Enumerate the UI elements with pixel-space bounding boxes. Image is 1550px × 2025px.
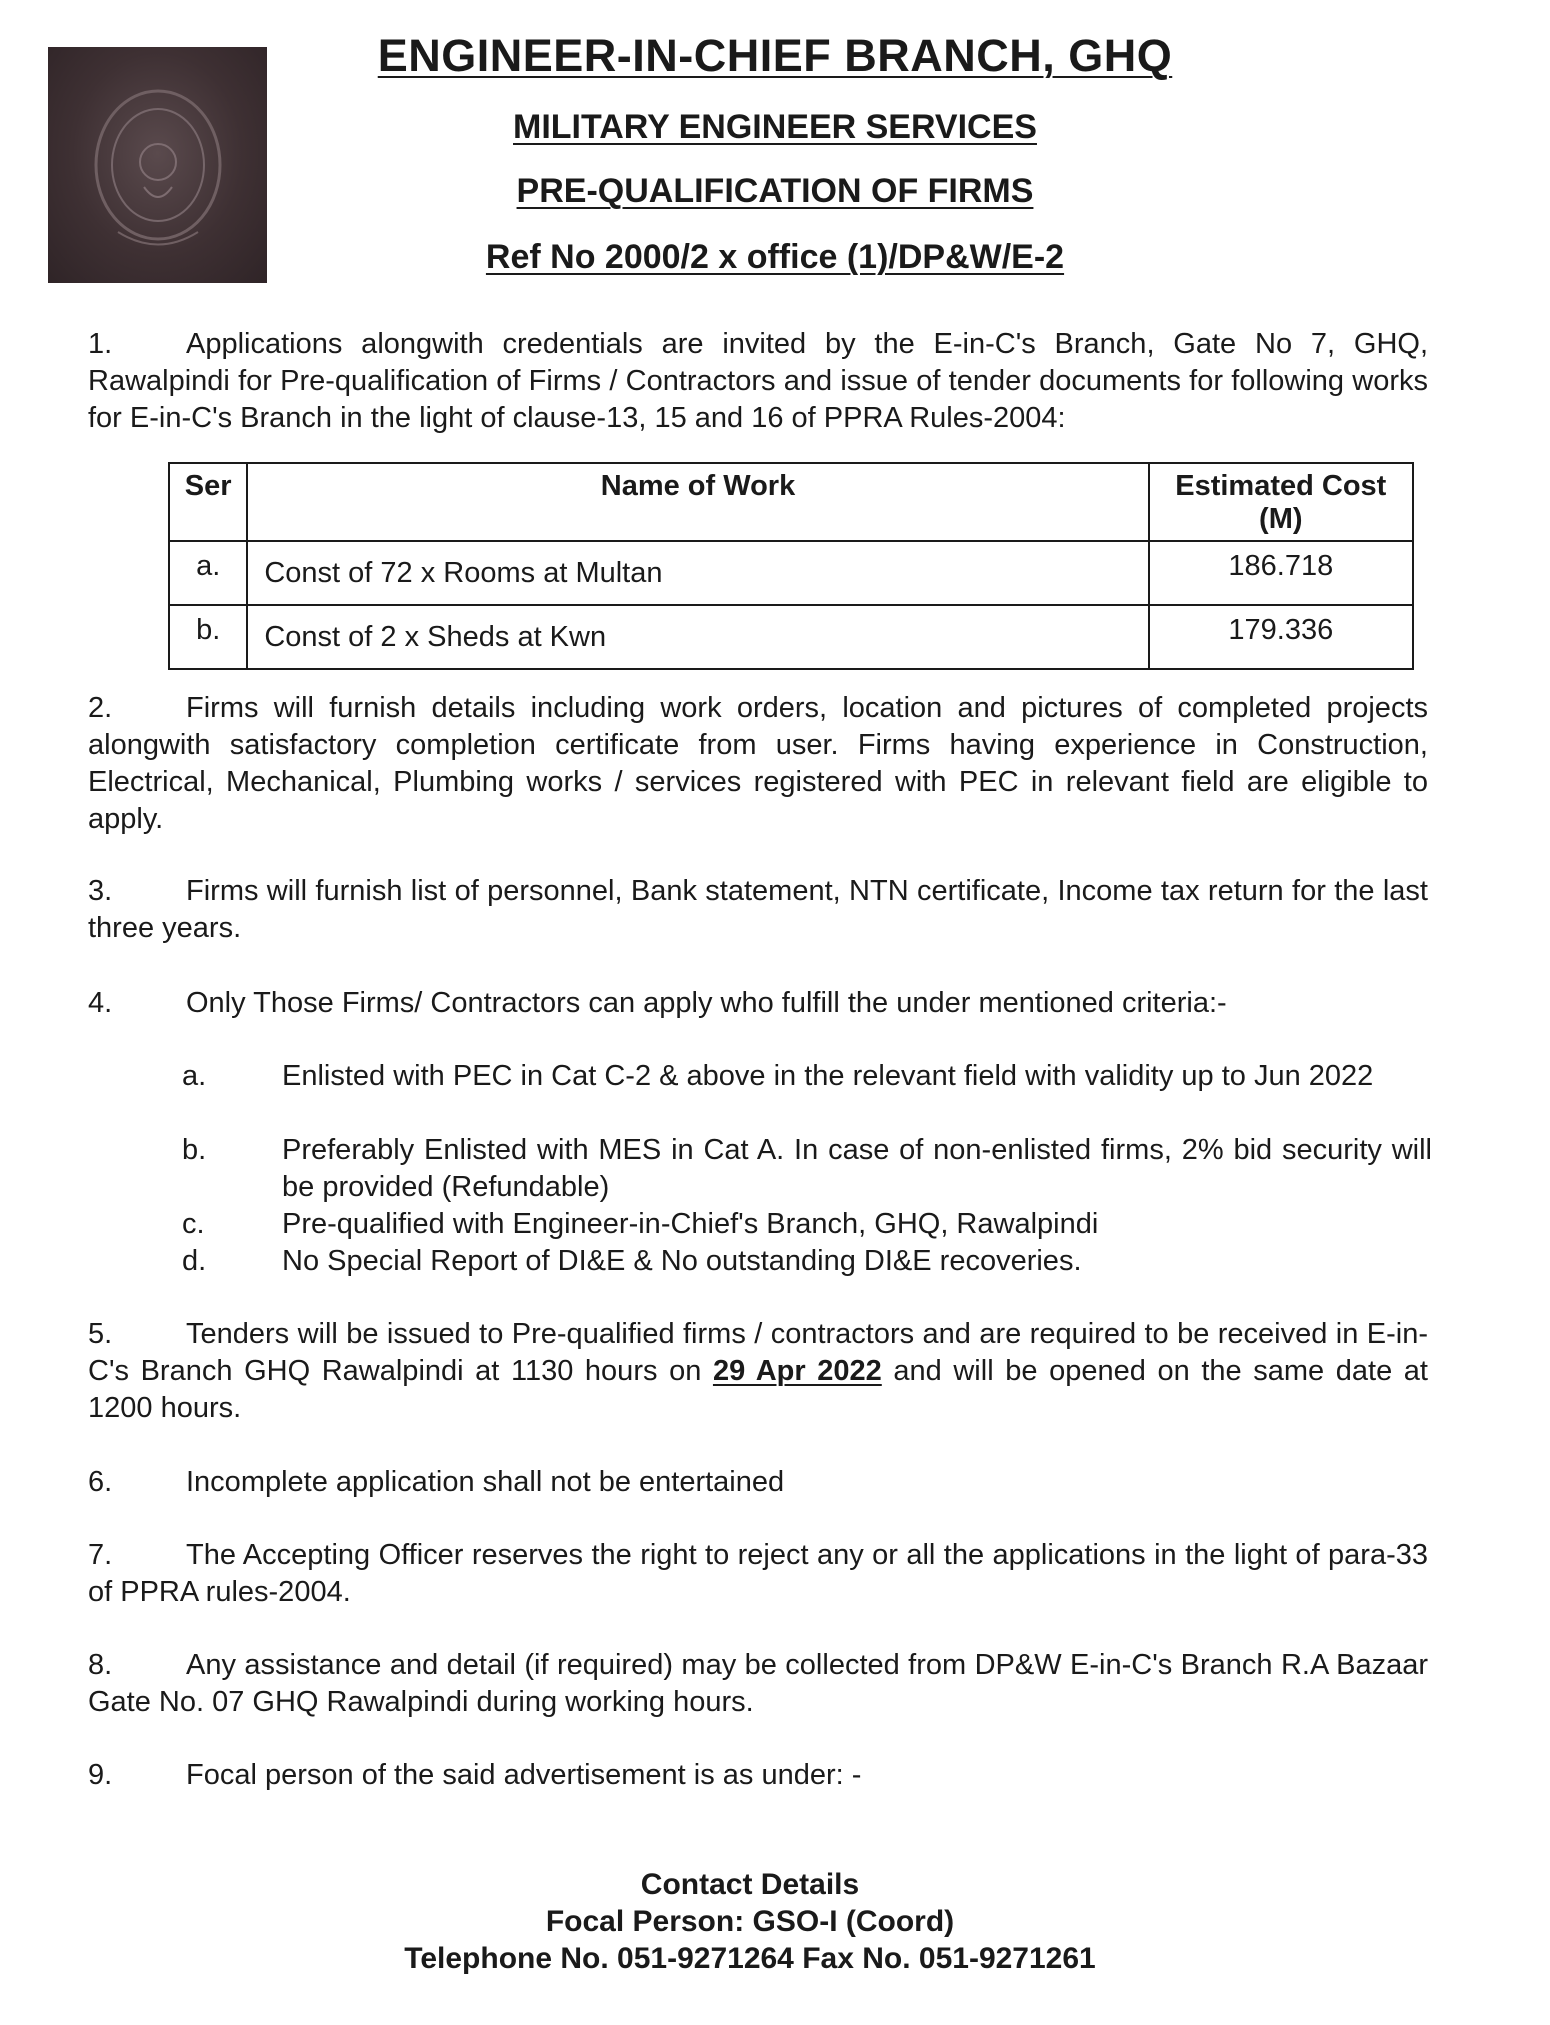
paragraph-text: Focal person of the said advertisement is as under: -	[186, 1759, 862, 1791]
cell-ser: a.	[169, 541, 247, 605]
criteria-item	[182, 1206, 1432, 1243]
header-name-of-work: Name of Work	[247, 463, 1148, 541]
criteria-text: Preferably Enlisted with MES in Cat A. In case of non-enlisted firms, 2% bid security will be provided (Refundable)	[282, 1134, 1432, 1203]
paragraph-number: 4.	[88, 987, 113, 1019]
reference-number: Ref No 2000/2 x office (1)/DP&W/E-2	[485, 238, 1065, 276]
paragraph-6	[88, 1464, 1428, 1501]
page-title: ENGINEER-IN-CHIEF BRANCH, GHQ	[377, 30, 1173, 81]
contact-phones: Telephone No. 051-9271264 Fax No. 051-9271261	[404, 1942, 1096, 1975]
works-table	[168, 462, 1414, 670]
ghq-emblem-logo	[48, 47, 267, 283]
paragraph-2	[88, 690, 1428, 838]
paragraph-number: 1.	[88, 328, 113, 360]
paragraph-text: Any assistance and detail (if required) may be collected from DP&W E-in-C's Branch R.A Bazaar Gate No. 07 GHQ Rawalpindi during working hours.	[88, 1649, 1428, 1718]
cell-name-of-work: Const of 2 x Sheds at Kwn	[247, 605, 1148, 669]
paragraph-text: Incomplete application shall not be entertained	[186, 1466, 785, 1498]
paragraph-number: 3.	[88, 875, 113, 907]
paragraph-text: The Accepting Officer reserves the right to reject any or all the applications in the light of para-33 of PPRA rules-2004.	[88, 1539, 1428, 1608]
criteria-letter: a.	[182, 1060, 207, 1092]
paragraph-number: 7.	[88, 1539, 113, 1571]
cell-estimated-cost: 186.718	[1149, 541, 1413, 605]
paragraph-text-continued: and will be opened on the same date at 1200 hours.	[88, 1355, 1428, 1424]
header-ser: Ser	[169, 463, 247, 541]
table-row	[169, 541, 1413, 605]
paragraph-number: 6.	[88, 1466, 113, 1498]
header-estimated-cost: Estimated Cost (M)	[1149, 463, 1413, 541]
criteria-text: Pre-qualified with Engineer-in-Chief's Branch, GHQ, Rawalpindi	[282, 1208, 1099, 1240]
table-header-row	[169, 463, 1413, 541]
paragraph-number: 8.	[88, 1649, 113, 1681]
criteria-item	[182, 1058, 1432, 1095]
table-row	[169, 605, 1413, 669]
deadline-date: 29 Apr 2022	[712, 1355, 882, 1387]
paragraph-text: Tenders will be issued to Pre-qualified firms / contractors and are required to be received in E-in-C's Branch GHQ Rawalpindi at 1130 hours on	[88, 1318, 1428, 1387]
criteria-letter: c.	[182, 1208, 205, 1240]
paragraph-3	[88, 873, 1428, 947]
criteria-text: No Special Report of DI&E & No outstanding DI&E recoveries.	[282, 1245, 1082, 1277]
cell-ser: b.	[169, 605, 247, 669]
criteria-letter: b.	[182, 1134, 207, 1166]
criteria-text: Enlisted with PEC in Cat C-2 & above in the relevant field with validity up to Jun 2022	[282, 1060, 1374, 1092]
paragraph-8	[88, 1647, 1428, 1721]
department-subtitle: MILITARY ENGINEER SERVICES	[513, 108, 1037, 146]
paragraph-text: Only Those Firms/ Contractors can apply who fulfill the under mentioned criteria:-	[186, 987, 1227, 1019]
cell-name-of-work: Const of 72 x Rooms at Multan	[247, 541, 1148, 605]
cell-estimated-cost: 179.336	[1149, 605, 1413, 669]
criteria-item	[182, 1132, 1432, 1206]
contact-heading: Contact Details	[640, 1868, 860, 1901]
paragraph-5	[88, 1316, 1428, 1427]
emblem-icon	[48, 47, 267, 283]
paragraph-7	[88, 1537, 1428, 1611]
paragraph-9	[88, 1757, 1428, 1794]
paragraph-number: 5.	[88, 1318, 113, 1350]
paragraph-text: Firms will furnish details including work orders, location and pictures of completed projects alongwith satisfactory completion certificate from user. Firms having experience in Construction, Electrical, Mechanical, Plumbing works / services registered with PEC in relevant field are eligible to apply.	[88, 692, 1428, 835]
focal-person: Focal Person: GSO-I (Coord)	[545, 1905, 955, 1938]
criteria-letter: d.	[182, 1245, 207, 1277]
paragraph-text: Applications alongwith credentials are invited by the E-in-C's Branch, Gate No 7, GHQ, Rawalpindi for Pre-qualification of Firms / Contractors and issue of tender documents for following works for E-in-C's Branch in the light of clause-13, 15 and 16 of PPRA Rules-2004:	[88, 328, 1428, 434]
paragraph-text: Firms will furnish list of personnel, Bank statement, NTN certificate, Income tax return for the last three years.	[88, 875, 1428, 944]
paragraph-number: 2.	[88, 692, 113, 724]
criteria-item	[182, 1243, 1432, 1280]
notice-title: PRE-QUALIFICATION OF FIRMS	[516, 172, 1034, 210]
paragraph-1	[88, 326, 1428, 437]
paragraph-number: 9.	[88, 1759, 113, 1791]
paragraph-4	[88, 985, 1428, 1022]
